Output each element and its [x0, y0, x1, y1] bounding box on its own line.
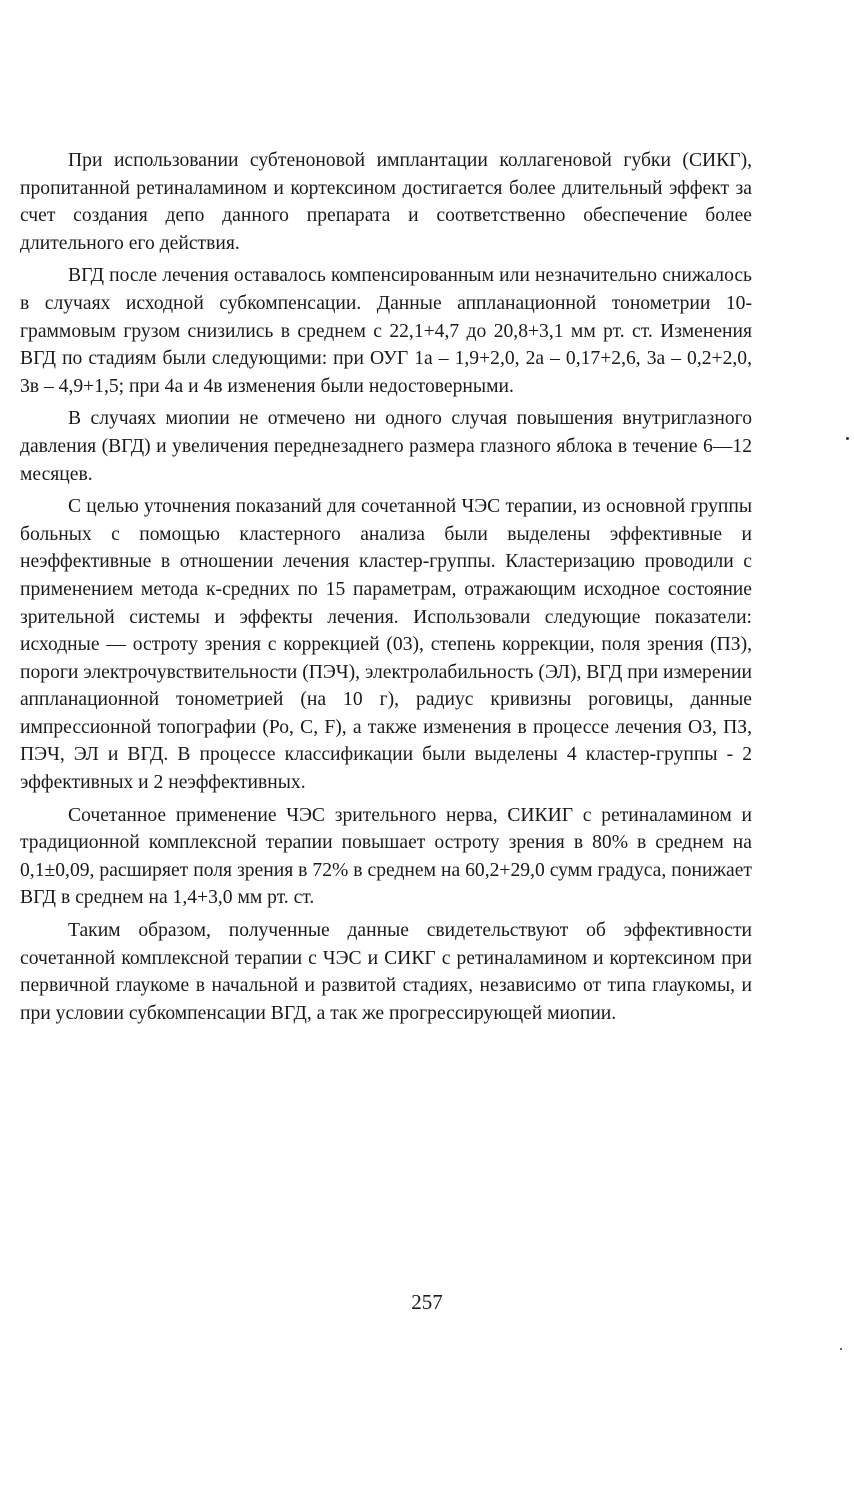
paragraph-1: При использовании субтеноновой имплантации коллагеновой губки (СИКГ), пропитанной ретиналамином и кортексином достигается более длительный эффект за счет создания депо данного препарата и соответственно обеспечение более длительного его действия. — [20, 150, 752, 254]
paragraph-4: С целью уточнения показаний для сочетанной ЧЭС терапии, из основной группы больных с помощью кластерного анализа были выделены эффективные и неэффективные в отношении лечения кластер-группы. Кластеризацию проводили с применением метода к-средних по 15 параметрам, отражающим исходное состояние зрительной системы и эффекты лечения. Использовали следующие показатели: исходные — остроту зрения с коррекцией (03), степень коррекции, поля зрения (ПЗ), пороги электрочувствительности (ПЭЧ), электролабильность (ЭЛ), ВГД при измерении аппланационной тонометрией (на 10 г), радиус кривизны роговицы, данные импрессионной топографии (Ро, С, F), а также изменения в процессе лечения ОЗ, ПЗ, ПЭЧ, ЭЛ и ВГД. В процессе классификации были выделены 4 кластер-группы - 2 эффективных и 2 неэффективных. — [20, 496, 752, 794]
page-number: 257 — [411, 1290, 443, 1314]
scan-speck — [840, 1348, 842, 1350]
body-text — [20, 147, 752, 1032]
paragraph-3: В случаях миопии не отмечено ни одного случая повышения внутриглазного давления (ВГД) и увеличения переднезаднего размера глазного яблока в течение 6—12 месяцев. — [20, 408, 752, 485]
paragraph-6: Таким образом, полученные данные свидетельствуют об эффективности сочетанной комплексной терапии с ЧЭС и СИКГ с ретиналамином и кортексином при первичной глаукоме в начальной и развитой стадиях, независимо от типа глаукомы, и при условии субкомпенсации ВГД, а так же прогрессирующей миопии. — [20, 920, 752, 1024]
paragraph-2: ВГД после лечения оставалось компенсированным или незначительно снижалось в случаях исходной субкомпенсации. Данные аппланационной тонометрии 10-граммовым грузом снизились в среднем с 22,1+4,7 до 20,8+3,1 мм рт. ст. Изменения ВГД по стадиям были следующими: при ОУГ 1а – 1,9+2,0, 2а – 0,17+2,6, 3а – 0,2+2,0, 3в – 4,9+1,5; при 4а и 4в изменения были недостоверными. — [20, 265, 752, 397]
paragraph-5: Сочетанное применение ЧЭС зрительного нерва, СИКИГ с ретиналамином и традиционной комплексной терапии повышает остроту зрения в 80% в среднем на 0,1±0,09, расширяет поля зрения в 72% в среднем на 60,2+29,0 сумм градуса, понижает ВГД в среднем на 1,4+3,0 мм рт. ст. — [20, 804, 752, 909]
scan-speck — [846, 437, 849, 440]
